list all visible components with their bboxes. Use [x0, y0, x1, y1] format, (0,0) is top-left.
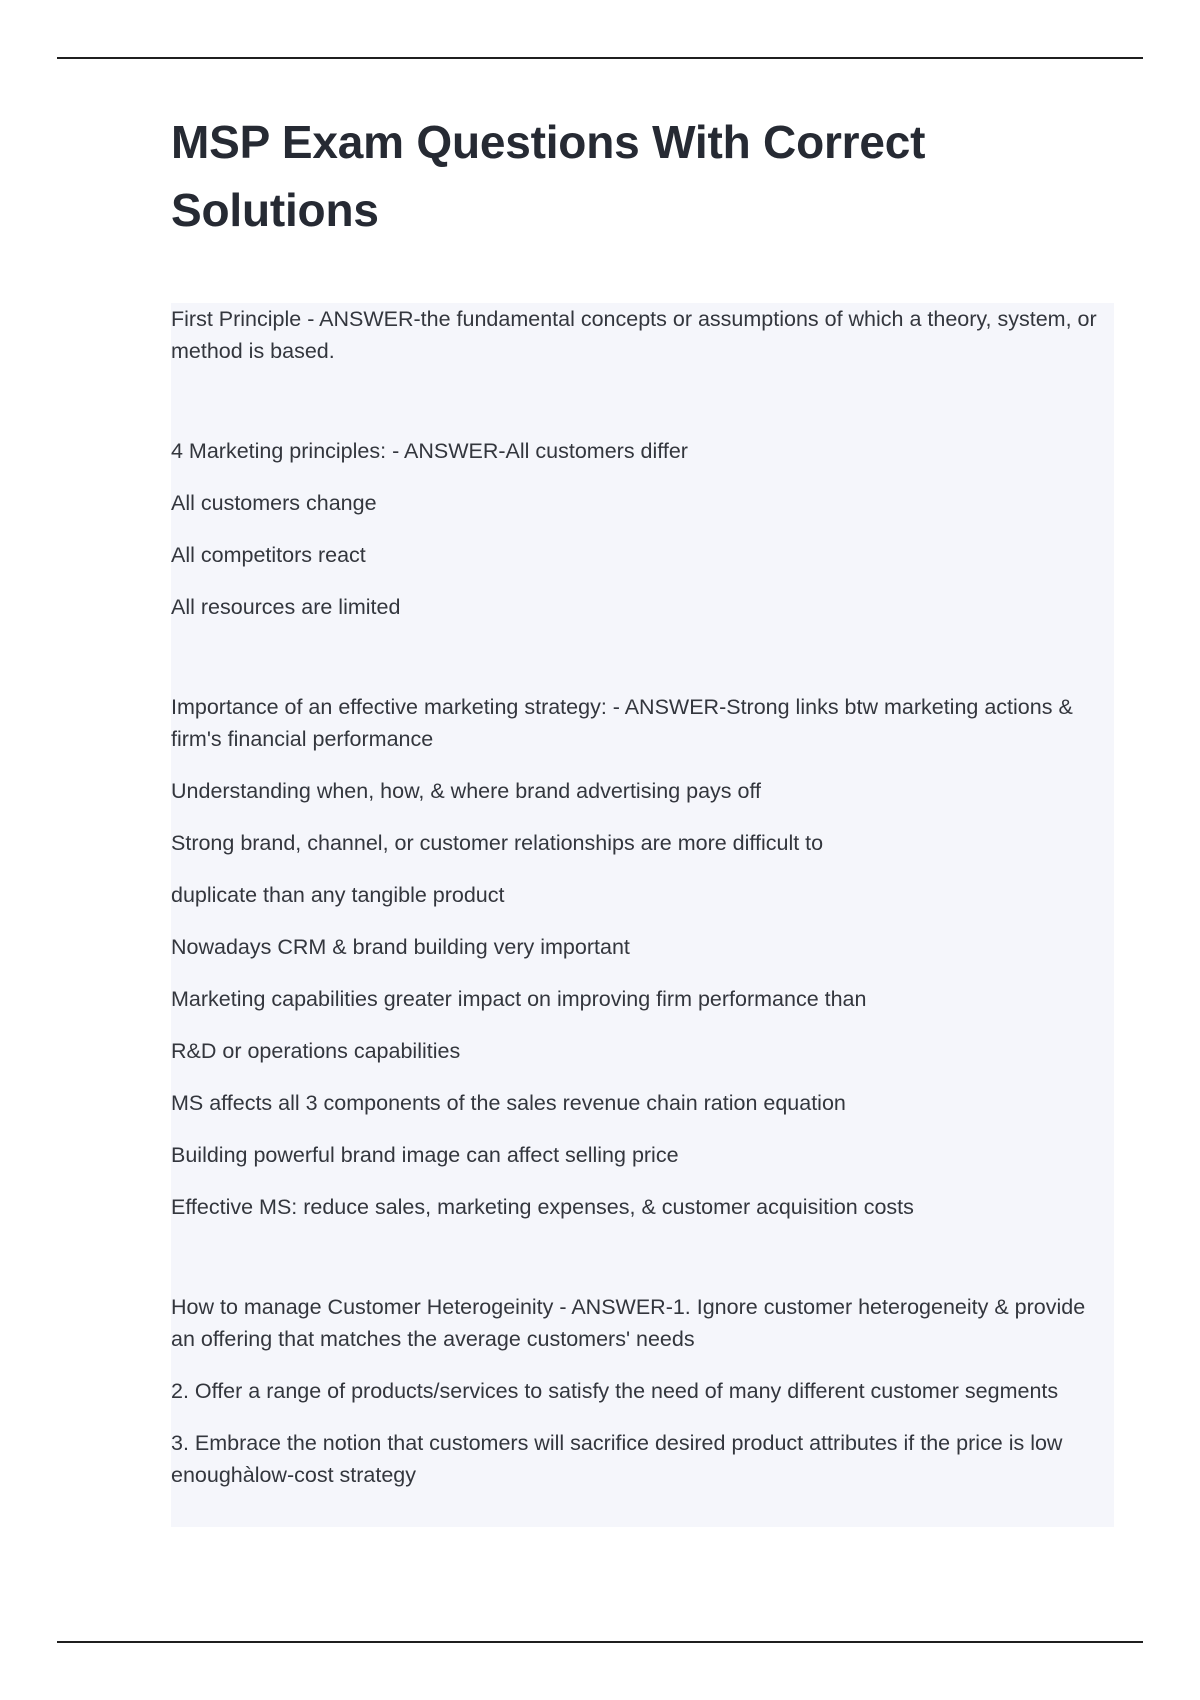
qa-line: R&D or operations capabilities	[171, 1039, 461, 1063]
qa-line: All resources are limited	[171, 595, 401, 619]
qa-line: Strong brand, channel, or customer relationships are more difficult to	[171, 831, 824, 855]
qa-line: Marketing capabilities greater impact on improving firm performance than	[171, 987, 867, 1011]
qa-content	[171, 303, 1114, 1527]
document-title: MSP Exam Questions With Correct Solutions	[171, 116, 926, 236]
qa-line: First Principle - ANSWER-the fundamental concepts or assumptions of which a theory, system, or method is based.	[171, 307, 1097, 363]
bottom-rule	[57, 1641, 1143, 1643]
top-rule	[57, 57, 1143, 59]
qa-line: Understanding when, how, & where brand advertising pays off	[171, 779, 762, 803]
qa-block-customer-heterogeneity	[171, 1291, 1114, 1491]
qa-line: Importance of an effective marketing strategy: - ANSWER-Strong links btw marketing actions & firm's financial performance	[171, 695, 1073, 751]
qa-line: 3. Embrace the notion that customers will sacrifice desired product attributes if the price is low enoughàlow-cost strategy	[171, 1431, 1063, 1487]
qa-line: All competitors react	[171, 543, 366, 567]
qa-line: Effective MS: reduce sales, marketing expenses, & customer acquisition costs	[171, 1195, 914, 1219]
qa-line: Building powerful brand image can affect selling price	[171, 1143, 679, 1167]
qa-line: 4 Marketing principles: - ANSWER-All customers differ	[171, 439, 688, 463]
qa-block-marketing-strategy	[171, 691, 1114, 1223]
qa-block-first-principle	[171, 303, 1114, 367]
qa-line: Nowadays CRM & brand building very important	[171, 935, 630, 959]
qa-block-marketing-principles	[171, 435, 1114, 623]
qa-line: How to manage Customer Heterogeinity - ANSWER-1. Ignore customer heterogeneity & provide an offering that matches the average customers' needs	[171, 1295, 1086, 1351]
qa-line: All customers change	[171, 491, 377, 515]
qa-line: 2. Offer a range of products/services to satisfy the need of many different customer segments	[171, 1379, 1059, 1403]
qa-line: duplicate than any tangible product	[171, 883, 505, 907]
qa-line: MS affects all 3 components of the sales revenue chain ration equation	[171, 1091, 846, 1115]
